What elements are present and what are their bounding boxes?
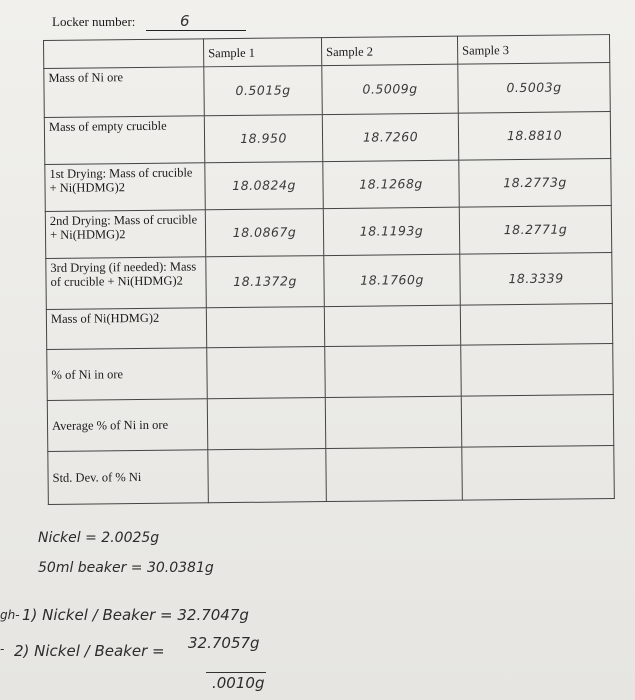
row-label: 3rd Drying (if needed): Mass of crucible + Ni(HDMG)2 [46,257,207,310]
cell-value [461,344,614,396]
cell-value: 18.0867g [205,208,323,256]
cell-value [206,306,324,348]
header-blank [44,39,204,69]
row-label: Mass of empty crucible [44,116,204,164]
table-row [45,205,611,258]
table-row [47,344,614,401]
note-difference: .0010g [212,674,265,692]
note-weighing-1: 1) Nickel / Beaker = 32.7047g [22,606,249,624]
note-weighing-2-value: 32.7057g [188,634,260,652]
cell-value: 0.5015g [204,66,323,116]
cell-value: 18.1193g [323,207,459,255]
table-row [48,446,615,505]
cell-value: 18.2773g [459,159,611,207]
subtraction-line [206,672,266,673]
cell-value: 18.950 [204,115,322,163]
data-table [43,34,615,505]
row-label: Mass of Ni(HDMG)2 [46,307,206,349]
table-row [46,303,612,350]
table-row [47,395,614,452]
cell-value: 0.5009g [322,65,459,115]
row-label: % of Ni in ore [47,348,208,401]
cell-value [460,303,612,345]
cell-value [325,345,462,397]
table-row [45,159,611,212]
note-beaker-mass: 50ml beaker = 30.0381g [38,560,214,576]
note-margin-dash: - [0,642,5,656]
cell-value [461,395,614,447]
cell-value: 18.2771g [459,205,611,253]
cell-value: 18.1760g [324,254,461,306]
cell-value [207,347,326,399]
row-label: Average % of Ni in ore [47,399,208,452]
header-sample-2: Sample 2 [321,36,457,66]
cell-value: 18.1268g [323,160,459,208]
cell-value: 18.8810 [458,112,610,160]
cell-value: 0.5003g [458,63,611,113]
table-row [46,252,613,309]
locker-number-handwritten: 6 [180,12,190,30]
cell-value: 18.0824g [205,162,323,210]
cell-value: 18.1372g [206,255,325,307]
locker-label: Locker number: [52,14,136,29]
note-weighing-2: 2) Nickel / Beaker = [14,642,165,660]
table-row [44,63,610,118]
cell-value [208,449,327,503]
cell-value [207,398,326,450]
row-label: 1st Drying: Mass of crucible + Ni(HDMG)2 [45,163,205,211]
header-sample-1: Sample 1 [203,38,321,68]
header-sample-3: Sample 3 [457,35,609,65]
cell-value: 18.3339 [460,252,613,304]
note-nickel-mass: Nickel = 2.0025g [38,530,160,546]
cell-value [462,446,615,501]
locker-underline [146,30,246,31]
cell-value [324,305,460,347]
row-label: Std. Dev. of % Ni [48,450,209,505]
cell-value [326,447,463,501]
row-label: 2nd Drying: Mass of crucible + Ni(HDMG)2 [45,210,205,258]
table-row [44,112,610,165]
cell-value: 18.7260 [322,113,458,161]
cell-value [325,396,462,448]
row-label: Mass of Ni ore [44,67,205,118]
note-margin-mark: gh- [0,608,20,622]
